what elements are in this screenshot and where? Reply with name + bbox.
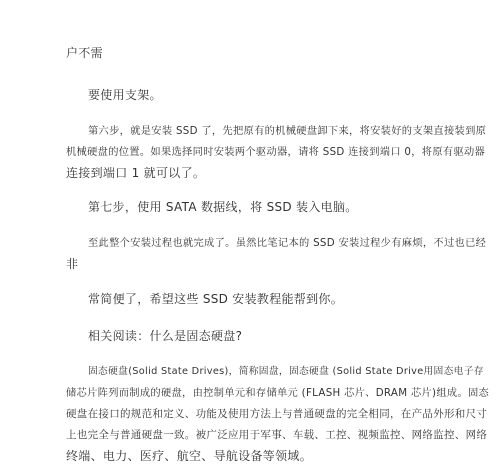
text-line: 常简便了，希望这些 SSD 安装教程能帮到你。 xyxy=(88,292,344,306)
text-line: 相关阅读：什么是固态硬盘? xyxy=(88,329,243,343)
text-line: 机械硬盘的位置。如果选择同时安装两个驱动器，请将 SSD 连接到端口 0，将原有驱动器 xyxy=(66,146,486,158)
text-line: 储芯片阵列而制成的硬盘，由控制单元和存储单元 (FLASH 芯片、DRAM 芯片)组成。固态 xyxy=(66,387,490,399)
text-line: 硬盘在接口的规范和定义、功能及使用方法上与普通硬盘的完全相同，在产品外形和尺寸 xyxy=(66,408,488,420)
text-line: 至此整个安装过程也就完成了。虽然比笔记本的 SSD 安装过程少有麻烦，不过也已经 xyxy=(88,237,487,249)
text-line: 户不需 xyxy=(66,46,103,60)
text-line: 终端、电力、医疗、航空、导航设备等领域。 xyxy=(66,449,313,463)
text-line: 非 xyxy=(66,257,79,271)
text-line: 上也完全与普通硬盘一致。被广泛应用于军事、车载、工控、视频监控、网络监控、网络 xyxy=(66,429,488,441)
text-line: 连接到端口 1 就可以了。 xyxy=(66,166,206,180)
text-line: 第六步，就是安装 SSD 了，先把原有的机械硬盘卸下来，将安装好的支架直接装到原 xyxy=(88,125,487,137)
text-line: 第七步，使用 SATA 数据线，将 SSD 装入电脑。 xyxy=(88,200,358,214)
text-line: 要使用支架。 xyxy=(88,88,162,102)
text-line: 固态硬盘(Solid State Drives)，简称固盘，固态硬盘 (Solid State Drive用固态电子存 xyxy=(88,366,484,377)
